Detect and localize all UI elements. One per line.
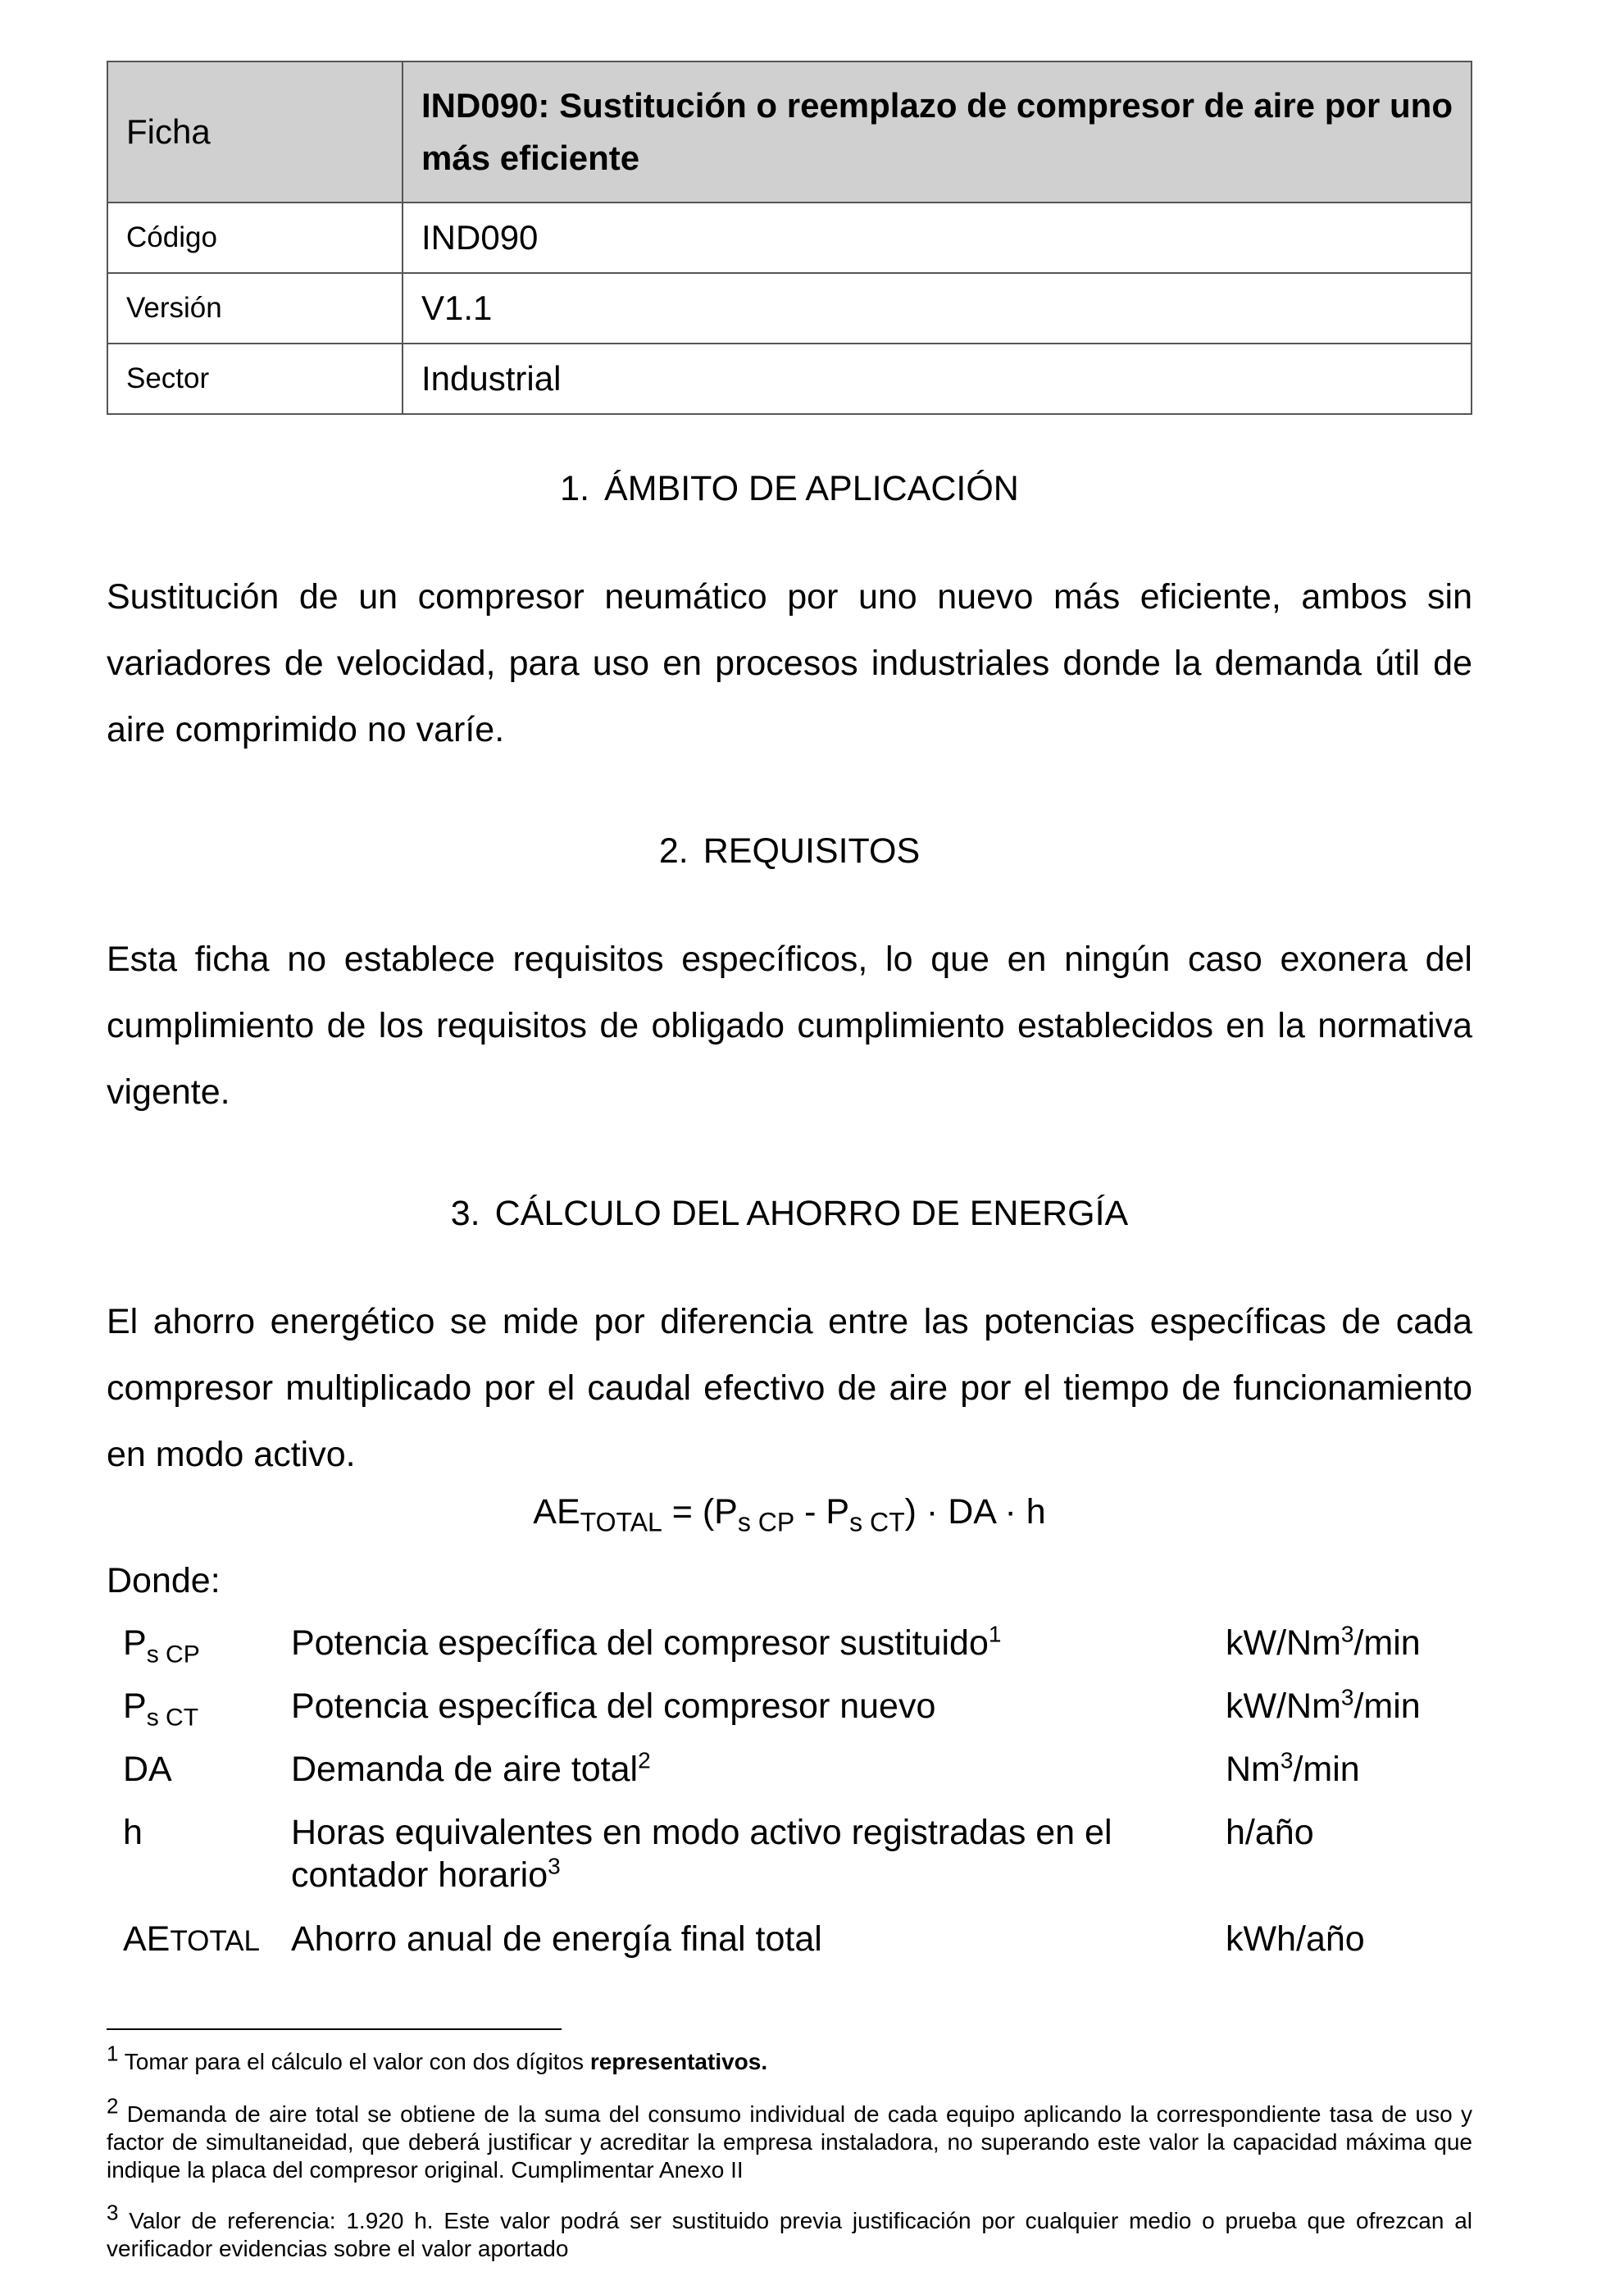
section-title: REQUISITOS [703, 831, 921, 871]
variable-unit: Nm$^3$/min [1226, 1747, 1360, 1789]
variable-symbol: AETOTAL [123, 1919, 260, 1959]
version-value: V1.1 [403, 273, 1472, 344]
sector-row [107, 344, 1472, 414]
section-text-requisitos: Esta ficha no establece requisitos específicos, lo que en ningún caso exonera del cumplimiento de los requisitos de obligado cumplimiento establecidos en la normativa vigente. [107, 940, 1472, 1112]
variable-unit: kW/Nm$^3$/min [1226, 1621, 1421, 1663]
variables-table [107, 1622, 1472, 1981]
section-number: 1. [560, 469, 590, 508]
formula-lhs-sub: TOTAL [580, 1507, 662, 1537]
ficha-table [107, 61, 1472, 415]
variable-symbol: DA [123, 1750, 172, 1789]
savings-formula [107, 1492, 1472, 1538]
donde-label: Donde: [107, 1561, 221, 1600]
variable-row [107, 1918, 1472, 1981]
section-number: 3. [450, 1194, 480, 1233]
variable-row [107, 1748, 1472, 1811]
formula-minus: - [794, 1492, 826, 1532]
formula-p1-sub: s CP [737, 1507, 795, 1537]
section-title: ÁMBITO DE APLICACIÓN [604, 469, 1019, 508]
document-page [107, 61, 1472, 2261]
sector-key: Sector [107, 344, 403, 414]
footnote-2: $^2$ Demanda de aire total se obtiene de la suma del consumo individual de cada equipo aplicando la correspondiente tasa de uso y factor de simultaneidad, que deberá justificar y acreditar la empresa instaladora, no superando este valor la capacidad máxima que indique la placa del compresor original. Cumplimentar Anexo II [107, 2093, 1472, 2183]
section-text-calculo: El ahorro energético se mide por diferencia entre las potencias específicas de cada compresor multiplicado por el caudal efectivo de aire por el tiempo de funcionamiento en modo activo. [107, 1302, 1472, 1474]
section-heading-ambito [107, 469, 1472, 509]
variable-symbol: h [123, 1813, 143, 1852]
version-row [107, 273, 1472, 344]
section-heading-requisitos [107, 831, 1472, 872]
variable-description: Demanda de aire total$^2$ [291, 1747, 651, 1789]
formula-rest: ) · DA · h [904, 1492, 1046, 1532]
formula-p1: P [714, 1492, 738, 1532]
ficha-title: IND090: Sustitución o reemplazo de compresor de aire por uno más eficiente [403, 61, 1472, 203]
formula-p2: P [826, 1492, 850, 1532]
footnote-3: $^3$ Valor de referencia: 1.920 h. Este valor podrá ser sustituido previa justificación por cualquier medio o prueba que ofrezcan al verificador evidencias sobre el valor aportado [107, 2200, 1472, 2261]
codigo-key: Código [107, 203, 403, 273]
formula-lhs: AE [533, 1492, 580, 1532]
ficha-key: Ficha [107, 61, 403, 203]
variable-symbol: $P_{s CP}$ [123, 1623, 200, 1668]
variable-description: Potencia específica del compresor nuevo [291, 1687, 936, 1726]
variable-row [107, 1811, 1472, 1918]
formula-eq: = ( [662, 1492, 715, 1532]
section-heading-calculo [107, 1194, 1472, 1234]
section-title: CÁLCULO DEL AHORRO DE ENERGÍA [494, 1194, 1129, 1233]
section-text-ambito: Sustitución de un compresor neumático por uno nuevo más eficiente, ambos sin variadores de velocidad, para uso en procesos industriales donde la demanda útil de aire comprimido no varíe. [107, 577, 1472, 749]
variable-description: Potencia específica del compresor sustituido$^1$ [291, 1621, 1002, 1663]
variable-unit: kW/Nm$^3$/min [1226, 1684, 1421, 1726]
codigo-value: IND090 [403, 203, 1472, 273]
variable-description: Horas equivalentes en modo activo registradas en el contador horario$^3$ [291, 1813, 1112, 1895]
footnote-separator [107, 2028, 562, 2030]
codigo-row [107, 203, 1472, 273]
variable-row [107, 1622, 1472, 1685]
footnote-1: $^1$ Tomar para el cálculo el valor con dos dígitos representativos. [107, 2041, 768, 2074]
formula-p2-sub: s CT [849, 1507, 905, 1537]
variable-unit: kWh/año [1226, 1919, 1365, 1959]
version-key: Versión [107, 273, 403, 344]
variable-row [107, 1685, 1472, 1748]
variable-unit: h/año [1226, 1813, 1314, 1852]
ficha-row [107, 61, 1472, 203]
section-number: 2. [658, 831, 689, 871]
sector-value: Industrial [403, 344, 1472, 414]
variable-symbol: $P_{s CT}$ [123, 1687, 199, 1732]
variable-description: Ahorro anual de energía final total [291, 1919, 822, 1959]
